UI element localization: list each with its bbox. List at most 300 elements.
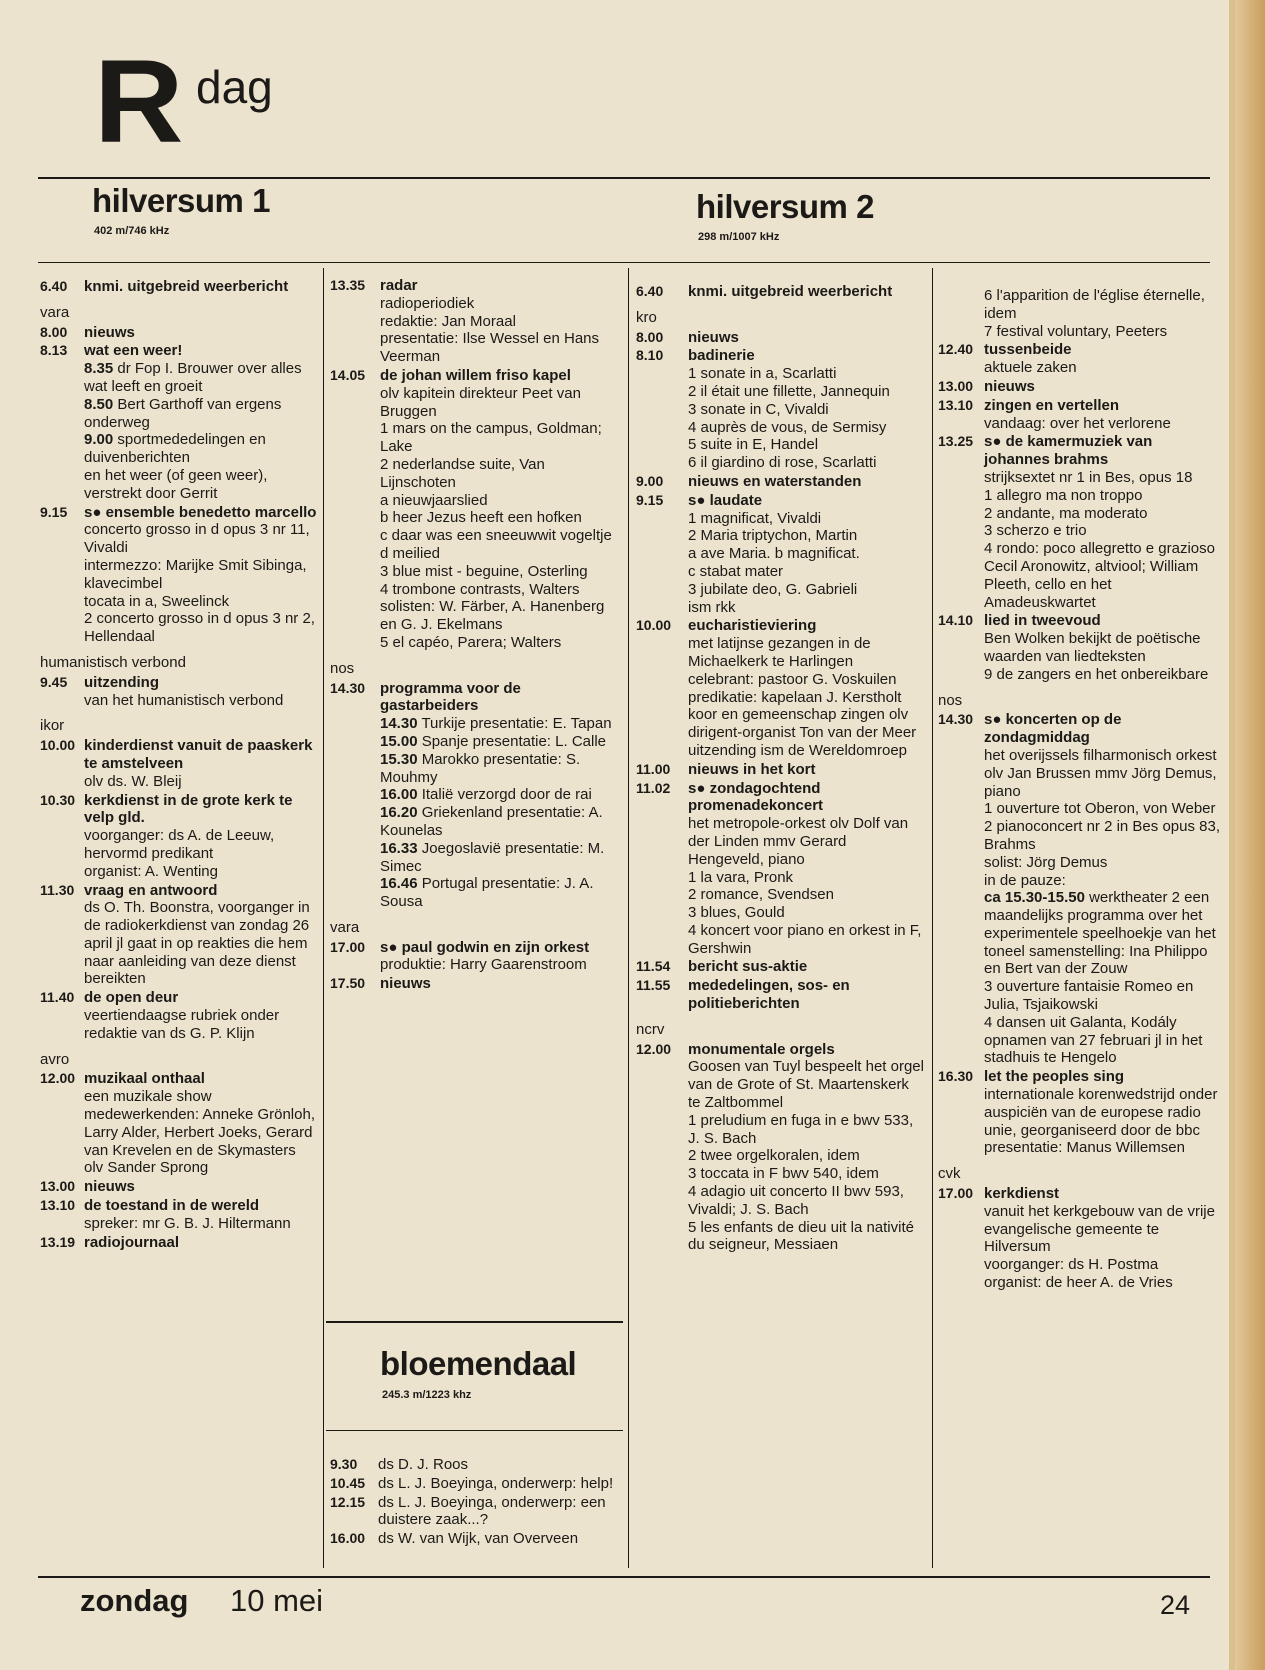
program-title: let the peoples sing bbox=[984, 1068, 1125, 1086]
program-body bbox=[84, 882, 318, 989]
detail-text: a nieuwjaarslied bbox=[380, 491, 488, 509]
header-rule bbox=[38, 177, 1210, 179]
program-detail bbox=[984, 540, 1220, 558]
program-entry bbox=[330, 367, 618, 652]
program-entry bbox=[636, 492, 924, 617]
program-detail bbox=[380, 295, 618, 313]
detail-text: produktie: Harry Gaarenstroom bbox=[380, 956, 587, 974]
program-title: nieuws bbox=[84, 323, 135, 341]
schedule-column-hilversum-1 bbox=[40, 278, 318, 1252]
program-time: 8.00 bbox=[40, 323, 68, 340]
detail-text: een muzikale show bbox=[84, 1088, 212, 1106]
program-time: 14.05 bbox=[330, 366, 366, 383]
program-time bbox=[938, 287, 984, 340]
program-detail bbox=[84, 521, 318, 557]
detail-text: 2 concerto grosso in d opus 3 nr 2, Hellendaal bbox=[84, 610, 315, 646]
station-freq-hilversum-2: 298 m/1007 kHz bbox=[698, 231, 780, 243]
program-entry bbox=[636, 977, 924, 1013]
program-body bbox=[984, 287, 1220, 340]
program-detail bbox=[84, 1215, 318, 1233]
detail-text: in de pauze: bbox=[984, 871, 1066, 889]
detail-text: 3 ouverture fantaisie Romeo en Julia, Tsjaikowski bbox=[984, 978, 1194, 1014]
program-detail bbox=[688, 671, 924, 689]
program-detail bbox=[380, 420, 618, 456]
program-detail bbox=[688, 527, 924, 545]
program-body bbox=[380, 277, 618, 366]
detail-text: Ben Wolken bekijkt de poëtische waarden van liedteksten bbox=[984, 630, 1201, 665]
program-body bbox=[984, 711, 1220, 1067]
program-time: 17.00 bbox=[330, 938, 366, 955]
detail-text: 3 blues, Gould bbox=[688, 904, 785, 922]
program-body bbox=[688, 977, 924, 1013]
network-label: ikor bbox=[40, 717, 65, 735]
program-body bbox=[84, 1197, 318, 1233]
detail-text: 1 la vara, Pronk bbox=[688, 868, 794, 886]
program-detail bbox=[380, 527, 618, 545]
program-detail bbox=[688, 1147, 924, 1165]
program-body bbox=[688, 347, 924, 472]
detail-time: 16.33 bbox=[380, 839, 418, 857]
program-body bbox=[84, 989, 318, 1042]
program-entry bbox=[636, 780, 924, 958]
detail-text: dr Fop I. Brouwer over alles wat leeft en groeit bbox=[84, 360, 302, 395]
program-detail bbox=[380, 875, 618, 911]
program-body bbox=[984, 1068, 1220, 1157]
detail-text: intermezzo: Marijke Smit Sibinga, klavecimbel bbox=[84, 556, 307, 592]
program-detail bbox=[688, 1219, 924, 1255]
detail-text: 3 sonate in C, Vivaldi bbox=[688, 400, 829, 418]
program-text: ds L. J. Boeyinga, onderwerp: help! bbox=[378, 1474, 614, 1492]
detail-time: 16.20 bbox=[380, 804, 418, 822]
program-body bbox=[984, 397, 1220, 433]
program-body bbox=[84, 342, 318, 502]
program-title: nieuws bbox=[984, 377, 1035, 395]
program-entry bbox=[40, 342, 318, 502]
detail-text: organist: A. Wenting bbox=[84, 862, 218, 880]
program-title: s● zondagochtend promenadekoncert bbox=[688, 779, 824, 815]
program-detail bbox=[380, 786, 618, 804]
bloemendaal-rule-top bbox=[326, 1321, 623, 1323]
detail-text: aktuele zaken bbox=[984, 359, 1077, 377]
program-time: 16.30 bbox=[938, 1068, 974, 1085]
program-detail bbox=[688, 563, 924, 581]
program-time: 9.15 bbox=[40, 503, 68, 520]
program-detail bbox=[84, 1007, 318, 1043]
program-time: 14.30 bbox=[330, 679, 366, 696]
program-body bbox=[688, 958, 924, 976]
program-time: 10.30 bbox=[40, 791, 76, 808]
program-entry bbox=[636, 329, 924, 347]
program-entry bbox=[330, 1530, 622, 1548]
program-entry bbox=[636, 473, 924, 491]
program-body bbox=[84, 792, 318, 881]
detail-text: 4 rondo: poco allegretto e grazioso bbox=[984, 540, 1215, 558]
schedule-column-hilversum-2-continued bbox=[938, 287, 1220, 1293]
program-detail bbox=[380, 563, 618, 581]
program-detail bbox=[380, 492, 618, 510]
detail-text: Turkije presentatie: E. Tapan bbox=[417, 715, 612, 733]
program-detail bbox=[380, 313, 618, 331]
program-body bbox=[688, 492, 924, 617]
detail-text: c daar was een sneeuwwit vogeltje bbox=[380, 527, 612, 545]
detail-text: 4 dansen uit Galanta, Kodály bbox=[984, 1013, 1177, 1031]
detail-text: 2 Maria triptychon, Martin bbox=[688, 527, 858, 545]
program-title: bericht sus-aktie bbox=[688, 958, 808, 976]
program-entry bbox=[40, 278, 318, 296]
program-time: 17.50 bbox=[330, 975, 366, 992]
program-detail bbox=[984, 1139, 1220, 1157]
detail-text: 6 l'apparition de l'église éternelle, idem bbox=[984, 287, 1205, 322]
program-time: 13.00 bbox=[938, 377, 974, 394]
detail-text: tocata in a, Sweelinck bbox=[84, 592, 230, 610]
detail-text: redaktie: Jan Moraal bbox=[380, 312, 516, 330]
program-title: s● ensemble benedetto marcello bbox=[84, 503, 317, 521]
detail-text: 1 sonate in a, Scarlatti bbox=[688, 365, 837, 383]
detail-text: met latijnse gezangen in de Michaelkerk te Harlingen bbox=[688, 635, 871, 670]
program-detail bbox=[380, 840, 618, 876]
program-entry bbox=[636, 283, 924, 301]
logo-letter: R bbox=[93, 36, 180, 168]
program-body bbox=[84, 1178, 318, 1196]
detail-text: organist: de heer A. de Vries bbox=[984, 1274, 1173, 1292]
program-entry bbox=[636, 347, 924, 472]
program-detail bbox=[984, 889, 1220, 978]
program-title: s● paul godwin en zijn orkest bbox=[380, 938, 590, 956]
detail-text: Marokko presentatie: S. Mouhmy bbox=[380, 750, 581, 786]
program-title: radar bbox=[380, 277, 418, 294]
program-detail bbox=[688, 869, 924, 887]
network-label: vara bbox=[330, 918, 360, 936]
column-divider-1 bbox=[323, 268, 324, 1568]
program-title: mededelingen, sos- en politieberichten bbox=[688, 977, 850, 1013]
program-body bbox=[984, 1185, 1220, 1292]
detail-time: 9.00 bbox=[84, 431, 114, 449]
detail-text: solist: Jörg Demus bbox=[984, 853, 1108, 871]
program-detail bbox=[984, 978, 1220, 1014]
program-detail bbox=[984, 800, 1220, 818]
detail-text: 1 allegro ma non troppo bbox=[984, 486, 1143, 504]
detail-text: presentatie: Ilse Wessel en Hans Veerman bbox=[380, 330, 600, 366]
program-entry bbox=[40, 882, 318, 989]
program-detail bbox=[688, 581, 924, 599]
program-text: ds L. J. Boeyinga, onderwerp: een duistere zaak...? bbox=[378, 1493, 606, 1529]
detail-text: presentatie: Manus Willemsen bbox=[984, 1139, 1185, 1157]
program-body bbox=[688, 329, 924, 347]
logo-word: dag bbox=[196, 61, 273, 113]
program-time: 13.10 bbox=[40, 1197, 76, 1214]
detail-text: Spanje presentatie: L. Calle bbox=[417, 732, 606, 750]
program-detail bbox=[984, 1256, 1220, 1274]
program-detail bbox=[84, 396, 318, 432]
detail-text: 5 suite in E, Handel bbox=[688, 436, 819, 454]
program-body bbox=[688, 283, 924, 301]
program-entry bbox=[40, 737, 318, 790]
program-detail bbox=[984, 487, 1220, 505]
program-entry bbox=[938, 612, 1220, 683]
program-detail bbox=[688, 1112, 924, 1148]
program-time: 8.00 bbox=[636, 328, 664, 345]
program-entry bbox=[330, 1475, 622, 1493]
detail-text: koor en gemeenschap zingen olv dirigent-organist Ton van der Meer bbox=[688, 706, 917, 742]
detail-text: 3 scherzo e trio bbox=[984, 522, 1087, 540]
program-detail bbox=[84, 899, 318, 988]
program-entry bbox=[40, 1070, 318, 1177]
program-time: 8.10 bbox=[636, 347, 664, 364]
program-time: 11.54 bbox=[636, 958, 671, 975]
page-number: 24 bbox=[1160, 1590, 1191, 1620]
program-title: nieuws in het kort bbox=[688, 760, 816, 778]
detail-text: c stabat mater bbox=[688, 562, 784, 580]
program-body bbox=[380, 367, 618, 652]
program-detail bbox=[688, 510, 924, 528]
detail-text: 4 trombone contrasts, Walters bbox=[380, 580, 580, 598]
program-detail bbox=[688, 1183, 924, 1219]
detail-text: Goosen van Tuyl bespeelt het orgel van de Grote of St. Maartenskerk te Zaltbommel bbox=[688, 1058, 924, 1112]
program-entry bbox=[40, 1234, 318, 1252]
program-title: nieuws bbox=[84, 1178, 135, 1196]
program-detail bbox=[984, 415, 1220, 433]
bloemendaal-rule-bottom bbox=[326, 1430, 623, 1431]
program-time: 14.30 bbox=[938, 711, 974, 728]
program-detail bbox=[984, 747, 1220, 800]
detail-text: 2 twee orgelkoralen, idem bbox=[688, 1147, 860, 1165]
detail-text: vanuit het kerkgebouw van de vrije evangelische gemeente te Hilversum bbox=[984, 1202, 1215, 1256]
program-time: 14.10 bbox=[938, 612, 974, 629]
program-entry bbox=[938, 711, 1220, 1067]
program-detail bbox=[380, 456, 618, 492]
section-logo bbox=[93, 36, 273, 168]
detail-text: olv kapitein direkteur Peet van Bruggen bbox=[380, 384, 581, 420]
detail-text: 3 blue mist - beguine, Osterling bbox=[380, 562, 588, 580]
program-title: kinderdienst vanuit de paaskerk te amstelveen bbox=[84, 737, 313, 772]
network-label: ncrv bbox=[636, 1020, 665, 1038]
detail-text: voorganger: ds H. Postma bbox=[984, 1256, 1159, 1274]
program-detail bbox=[984, 1032, 1220, 1068]
program-entry bbox=[40, 674, 318, 710]
program-time: 12.00 bbox=[40, 1070, 76, 1087]
footer-date: 10 mei bbox=[230, 1583, 324, 1618]
program-detail bbox=[688, 886, 924, 904]
program-entry bbox=[938, 1068, 1220, 1157]
program-detail bbox=[380, 733, 618, 751]
program-detail bbox=[380, 581, 618, 599]
detail-text: Joegoslavië presentatie: M. Simec bbox=[380, 839, 605, 875]
program-detail bbox=[84, 773, 318, 791]
page-edge bbox=[1235, 0, 1265, 1670]
program-detail bbox=[984, 1203, 1220, 1256]
detail-time: 14.30 bbox=[380, 715, 418, 733]
program-time: 11.00 bbox=[636, 760, 671, 777]
network-label: cvk bbox=[938, 1165, 961, 1183]
program-time: 9.15 bbox=[636, 491, 664, 508]
program-title: nieuws bbox=[380, 975, 431, 993]
detail-text: olv ds. W. Bleij bbox=[84, 772, 182, 790]
program-time: 10.45 bbox=[330, 1474, 366, 1491]
detail-text: ds O. Th. Boonstra, voorganger in de radiokerkdienst van zondag 26 april jl gaat in op reakties die hem naar aanleiding van deze dienst bereikten bbox=[84, 899, 310, 988]
program-detail bbox=[688, 454, 924, 472]
program-time: 11.02 bbox=[636, 779, 671, 796]
station-title-hilversum-2: hilversum 2 bbox=[696, 188, 874, 225]
program-time: 10.00 bbox=[40, 737, 76, 754]
program-title: wat een weer! bbox=[84, 342, 183, 360]
program-detail bbox=[984, 1014, 1220, 1032]
program-detail bbox=[688, 1165, 924, 1183]
station-freq-hilversum-1: 402 m/746 kHz bbox=[94, 225, 170, 237]
program-detail bbox=[984, 505, 1220, 523]
program-entry bbox=[330, 1456, 622, 1474]
detail-text: 3 jubilate deo, G. Gabrieli bbox=[688, 580, 858, 598]
detail-text: solisten: W. Färber, A. Hanenberg en G. J. Ekelmans bbox=[380, 598, 605, 634]
program-detail bbox=[688, 436, 924, 454]
program-detail bbox=[984, 630, 1220, 666]
detail-text: celebrant: pastoor G. Voskuilen bbox=[688, 670, 897, 688]
detail-text: Griekenland presentatie: A. Kounelas bbox=[380, 804, 603, 839]
program-time: 12.40 bbox=[938, 341, 974, 358]
program-title: uitzending bbox=[84, 673, 159, 691]
schedule-column-bloemendaal bbox=[330, 1456, 622, 1549]
detail-time: 8.50 bbox=[84, 395, 114, 413]
program-detail bbox=[984, 854, 1220, 872]
program-detail bbox=[688, 1058, 924, 1111]
network-label: nos bbox=[938, 691, 963, 709]
program-detail bbox=[688, 365, 924, 383]
detail-text: Bert Garthoff van ergens onderweg bbox=[84, 395, 282, 431]
program-body bbox=[688, 780, 924, 958]
program-title: kerkdienst bbox=[984, 1185, 1060, 1203]
program-entry bbox=[40, 792, 318, 881]
program-title: de toestand in de wereld bbox=[84, 1197, 260, 1215]
program-body bbox=[84, 504, 318, 646]
program-entry bbox=[938, 287, 1220, 340]
program-detail bbox=[84, 827, 318, 863]
program-title: s● koncerten op de zondagmiddag bbox=[984, 711, 1122, 747]
program-entry bbox=[938, 378, 1220, 396]
detail-text: Cecil Aronowitz, altviool; William Pleeth, cello en het Amadeuskwartet bbox=[984, 557, 1199, 611]
program-body bbox=[84, 278, 318, 296]
detail-text: het overijssels filharmonisch orkest olv Jan Brussen mmv Jörg Demus, piano bbox=[984, 746, 1217, 800]
program-body bbox=[84, 674, 318, 710]
detail-text: 5 les enfants de dieu uit la nativité du seigneur, Messiaen bbox=[688, 1218, 914, 1254]
detail-time: 8.35 bbox=[84, 360, 114, 378]
detail-text: d meilied bbox=[380, 544, 441, 562]
detail-text: vandaag: over het verlorene bbox=[984, 414, 1171, 432]
detail-text: spreker: mr G. B. J. Hiltermann bbox=[84, 1214, 291, 1232]
detail-text: 2 il était une fillette, Jannequin bbox=[688, 382, 890, 400]
program-entry bbox=[40, 1197, 318, 1233]
program-title: nieuws bbox=[688, 328, 739, 346]
program-title: de johan willem friso kapel bbox=[380, 366, 571, 384]
detail-text: 9 de zangers en het onbereikbare bbox=[984, 665, 1209, 683]
program-time: 10.00 bbox=[636, 617, 672, 634]
program-detail bbox=[380, 804, 618, 840]
program-entry bbox=[938, 433, 1220, 611]
program-text: ds W. van Wijk, van Overveen bbox=[378, 1530, 579, 1548]
program-detail bbox=[984, 1274, 1220, 1292]
program-entry bbox=[330, 277, 618, 366]
detail-text: strijksextet nr 1 in Bes, opus 18 bbox=[984, 468, 1193, 486]
program-time: 12.15 bbox=[330, 1493, 366, 1510]
program-time: 17.00 bbox=[938, 1185, 974, 1202]
program-detail bbox=[984, 522, 1220, 540]
footer-day: zondag bbox=[80, 1583, 189, 1618]
program-entry bbox=[330, 939, 618, 975]
program-entry bbox=[330, 1494, 622, 1530]
schedule-column-hilversum-1-continued bbox=[330, 277, 618, 994]
program-detail bbox=[688, 545, 924, 563]
program-detail bbox=[984, 558, 1220, 611]
program-title: radiojournaal bbox=[84, 1233, 180, 1251]
detail-text: 1 mars on the campus, Goldman; Lake bbox=[380, 420, 602, 456]
program-detail bbox=[688, 599, 924, 617]
detail-text: 5 el capéo, Parera; Walters bbox=[380, 633, 562, 651]
footer-rule bbox=[38, 1576, 1210, 1578]
program-body bbox=[84, 1070, 318, 1177]
detail-text: radioperiodiek bbox=[380, 294, 475, 312]
column-divider-2 bbox=[628, 268, 629, 1568]
program-time: 9.00 bbox=[636, 472, 664, 489]
detail-text: 2 pianoconcert nr 2 in Bes opus 83, Brahms bbox=[984, 818, 1220, 853]
program-entry bbox=[636, 761, 924, 779]
detail-text: 7 festival voluntary, Peeters bbox=[984, 322, 1168, 340]
detail-text: b heer Jezus heeft een hofken bbox=[380, 509, 582, 527]
detail-text: 3 toccata in F bwv 540, idem bbox=[688, 1165, 879, 1183]
detail-text: a ave Maria. b magnificat. bbox=[688, 545, 860, 563]
program-title: muzikaal onthaal bbox=[84, 1070, 205, 1088]
program-time: 12.00 bbox=[636, 1040, 672, 1057]
detail-text: ism rkk bbox=[688, 598, 736, 616]
program-detail bbox=[84, 863, 318, 881]
detail-text: 2 nederlandse suite, Van Lijnschoten bbox=[380, 455, 545, 491]
detail-time: 16.46 bbox=[380, 875, 418, 893]
program-detail bbox=[688, 904, 924, 922]
station-title-hilversum-1: hilversum 1 bbox=[92, 182, 270, 219]
detail-text: sportmededelingen en duivenberichten bbox=[84, 431, 266, 467]
network-label: vara bbox=[40, 303, 70, 321]
program-title: programma voor de gastarbeiders bbox=[380, 679, 521, 715]
program-detail bbox=[688, 689, 924, 707]
program-title: knmi. uitgebreid weerbericht bbox=[84, 278, 289, 295]
program-detail bbox=[688, 635, 924, 671]
detail-time: ca 15.30-15.50 bbox=[984, 889, 1085, 907]
program-time: 9.45 bbox=[40, 673, 68, 690]
program-detail bbox=[984, 323, 1220, 341]
program-body bbox=[84, 324, 318, 342]
detail-time: 16.00 bbox=[380, 786, 418, 804]
schedule-column-hilversum-2 bbox=[636, 283, 924, 1255]
program-time: 6.40 bbox=[40, 278, 68, 294]
program-detail bbox=[688, 815, 924, 868]
program-detail bbox=[688, 383, 924, 401]
program-detail bbox=[84, 1106, 318, 1177]
program-time: 16.00 bbox=[330, 1530, 366, 1547]
detail-text: en het weer (of geen weer), verstrekt door Gerrit bbox=[84, 466, 268, 502]
network-label: kro bbox=[636, 308, 657, 326]
program-detail bbox=[84, 692, 318, 710]
detail-text: 2 romance, Svendsen bbox=[688, 886, 834, 904]
program-title: de open deur bbox=[84, 989, 179, 1007]
program-text: ds D. J. Roos bbox=[378, 1456, 469, 1473]
program-detail bbox=[984, 666, 1220, 684]
program-detail bbox=[84, 431, 318, 467]
program-entry bbox=[40, 989, 318, 1042]
detail-time: 15.00 bbox=[380, 732, 418, 750]
detail-text: 1 magnificat, Vivaldi bbox=[688, 509, 822, 527]
program-entry bbox=[636, 1041, 924, 1255]
program-title: monumentale orgels bbox=[688, 1040, 835, 1058]
program-detail bbox=[380, 545, 618, 563]
detail-text: medewerkenden: Anneke Grönloh, Larry Alder, Herbert Joeks, Gerard van Krevelen en de Skymasters olv Sander Sprong bbox=[84, 1106, 315, 1177]
program-body bbox=[984, 341, 1220, 377]
